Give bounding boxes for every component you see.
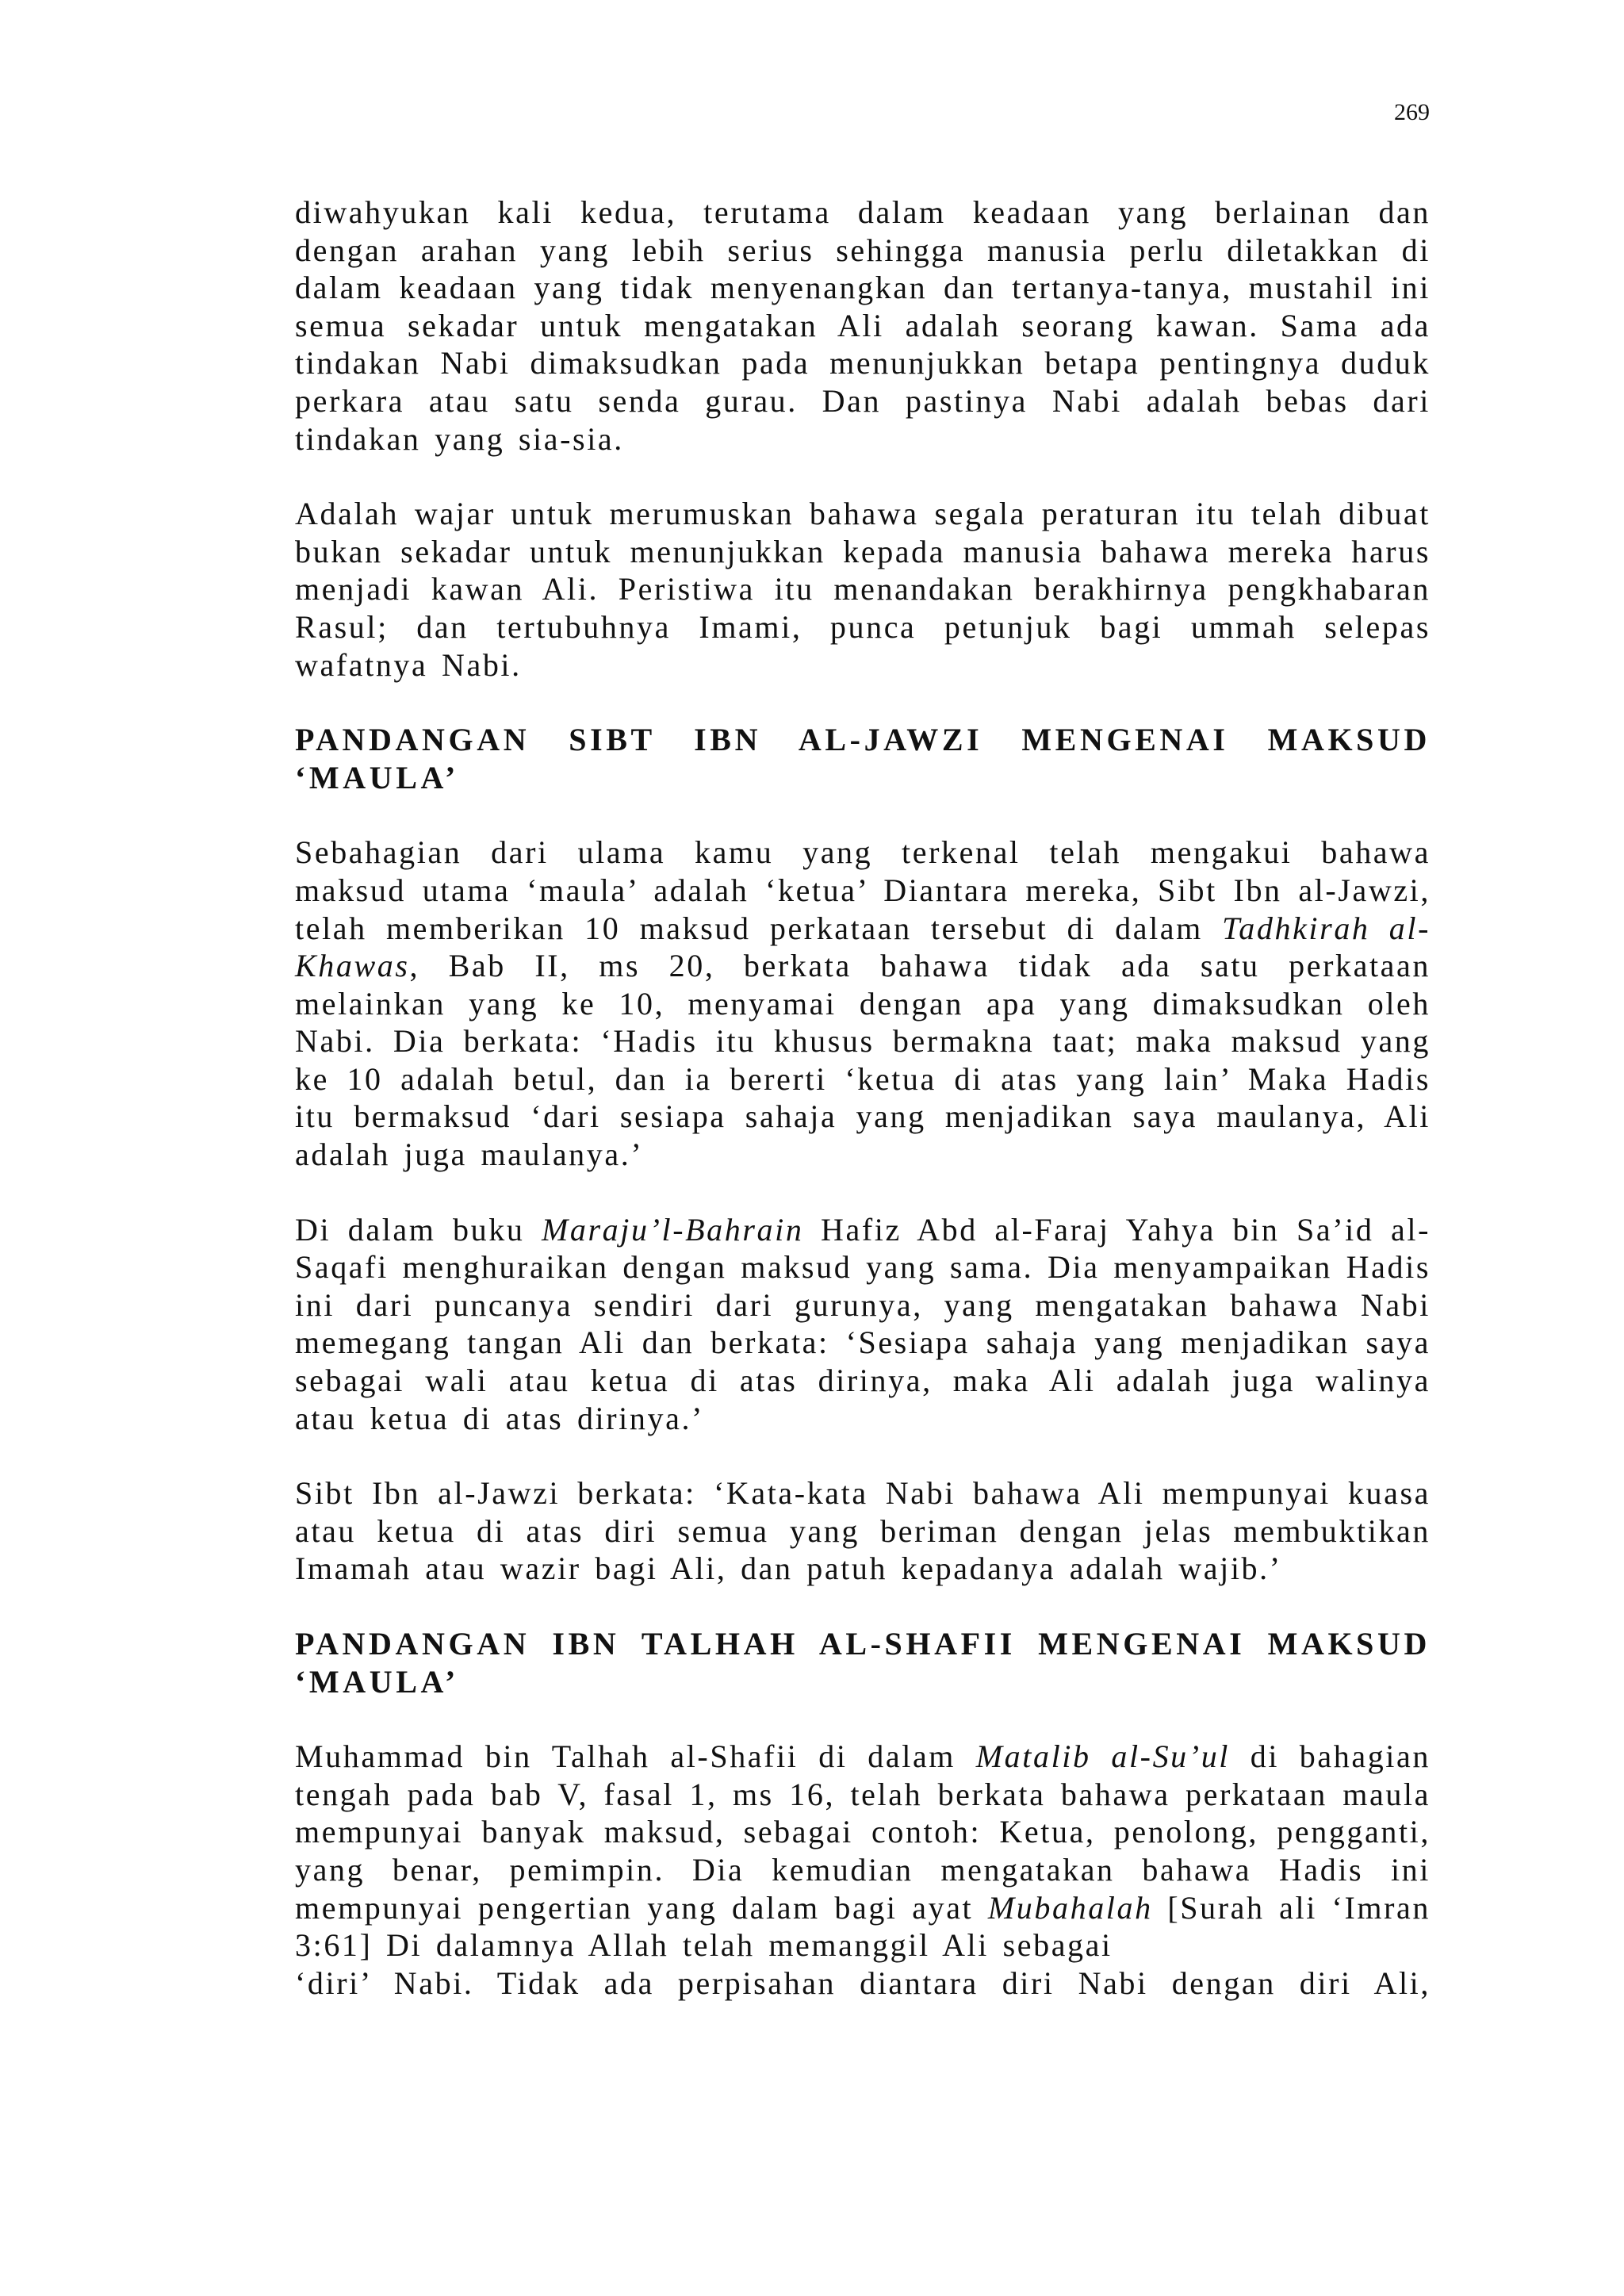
- paragraph-6: [295, 1738, 1431, 2002]
- text-run: Sebahagian dari ulama kamu yang terkenal telah mengakui bahawa maksud utama ‘maula’ adalah ‘ketua’ Diantara mereka, Sibt Ibn al-Jawzi, telah memberikan 10 maksud perkataan tersebut di dalam: [295, 834, 1431, 946]
- text-run: Hafiz Abd al-Faraj Yahya bin Sa’id al-Saqafi menghuraikan dengan maksud yang sama. Dia menyampaikan Hadis ini dari puncanya sendiri dari gurunya, yang mengatakan bahawa Nabi memegang tangan Ali dan berkata: ‘Sesiapa sahaja yang menjadikan saya sebagai wali atau ketua di atas dirinya, maka Ali adalah juga walinya atau ketua di atas dirinya.’: [295, 1211, 1431, 1436]
- text-run: di bahagian tengah pada bab V, fasal 1, ms 16, telah berkata bahawa perkataan maula mempunyai banyak maksud, sebagai contoh: Ketua, penolong, pengganti, yang benar, pemimpin. Dia kemudian mengatakan bahawa Hadis ini mempunyai pengertian yang dalam bagi ayat: [295, 1738, 1431, 1926]
- heading-line: ‘MAULA’: [295, 1663, 459, 1700]
- section-heading-ibn-talhah-al-shafii: [295, 1625, 1431, 1700]
- heading-line: PANDANGAN SIBT IBN AL-JAWZI MENGENAI MAKSUD: [295, 722, 1431, 758]
- book-title: Tadhkirah al-Khawas: [295, 910, 1431, 984]
- paragraph-1: diwahyukan kali kedua, terutama dalam keadaan yang berlainan dan dengan arahan yang lebih serius sehingga manusia perlu diletakkan di dalam keadaan yang tidak menyenangkan dan tertanya-tanya, mustahil ini semua sekadar untuk mengatakan Ali adalah seorang kawan. Sama ada tindakan Nabi dimaksudkan pada menunjukkan betapa pentingnya duduk perkara atau satu senda gurau. Dan pastinya Nabi adalah bebas dari tindakan yang sia-sia.: [295, 194, 1431, 457]
- page-body: [295, 194, 1431, 2002]
- page-number: 269: [1394, 99, 1430, 125]
- verse-name: Mubahalah: [987, 1889, 1153, 1926]
- text-run: Di dalam buku: [295, 1211, 542, 1248]
- book-title: Maraju’l-Bahrain: [541, 1211, 804, 1248]
- book-title: Matalib al-Su’ul: [975, 1738, 1231, 1775]
- section-heading-sibt-ibn-al-jawzi: [295, 721, 1431, 796]
- heading-line: ‘MAULA’: [295, 759, 459, 795]
- heading-line: PANDANGAN IBN TALHAH AL-SHAFII MENGENAI MAKSUD: [295, 1626, 1431, 1662]
- text-run: , Bab II, ms 20, berkata bahawa tidak ada satu perkataan melainkan yang ke 10, menyamai dengan apa yang dimaksudkan oleh Nabi. Dia berkata: ‘Hadis itu khusus bermakna taat; maka maksud yang ke 10 adalah betul, dan ia bererti ‘ketua di atas yang lain’ Maka Hadis itu bermaksud ‘dari sesiapa sahaja yang menjadikan saya maulanya, Ali adalah juga maulanya.’: [295, 948, 1431, 1173]
- paragraph-4: [295, 1211, 1431, 1438]
- last-line: ‘diri’ Nabi. Tidak ada perpisahan diantara diri Nabi dengan diri Ali,: [295, 1964, 1431, 2001]
- paragraph-3: [295, 834, 1431, 1173]
- text-run: Muhammad bin Talhah al-Shafii di dalam: [295, 1738, 976, 1775]
- paragraph-2: Adalah wajar untuk merumuskan bahawa segala peraturan itu telah dibuat bukan sekadar untuk menunjukkan kepada manusia bahawa mereka harus menjadi kawan Ali. Peristiwa itu menandakan berakhirnya pengkhabaran Rasul; dan tertubuhnya Imami, punca petunjuk bagi ummah selepas wafatnya Nabi.: [295, 496, 1431, 683]
- paragraph-5: Sibt Ibn al-Jawzi berkata: ‘Kata-kata Nabi bahawa Ali mempunyai kuasa atau ketua di atas diri semua yang beriman dengan jelas membuktikan Imamah atau wazir bagi Ali, dan patuh kepadanya adalah wajib.’: [295, 1475, 1431, 1587]
- text-run: [Surah ali ‘Imran 3:61] Di dalamnya Allah telah memanggil Ali sebagai: [295, 1889, 1431, 1964]
